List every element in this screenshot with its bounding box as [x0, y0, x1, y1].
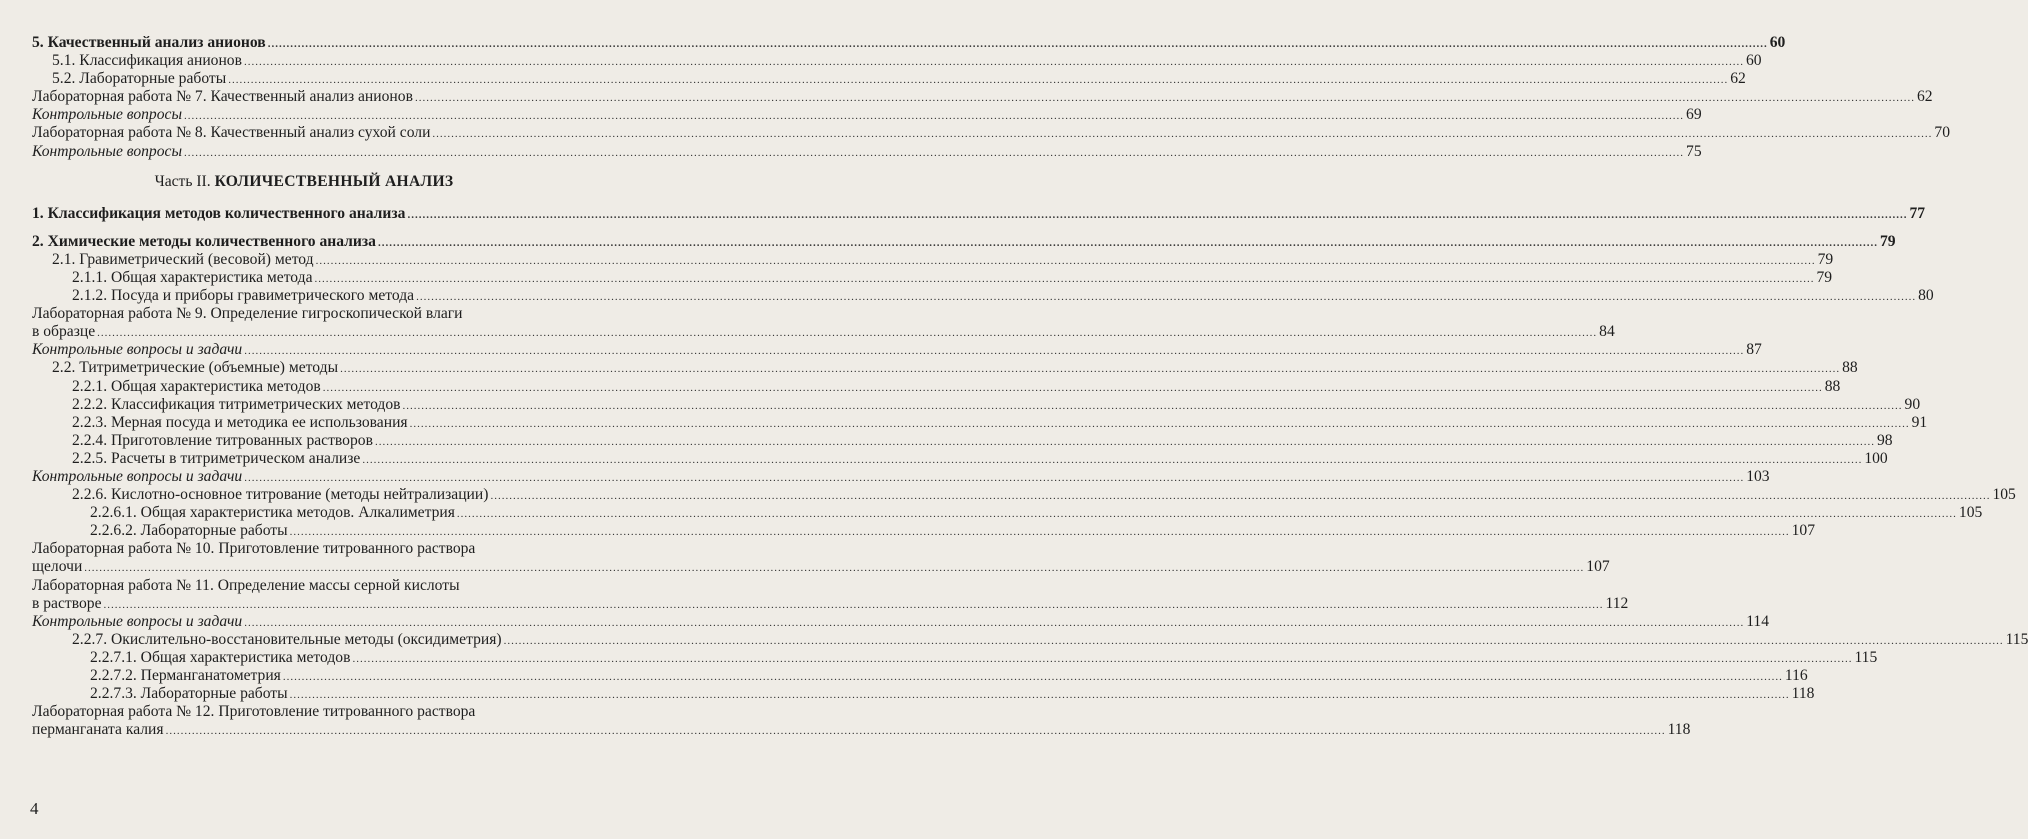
toc-entry-page: 62	[1916, 88, 1933, 106]
toc-entry-title: Контрольные вопросы и задачи	[32, 341, 243, 359]
toc-entry-title: 2.2.7. Окислительно-восстановительные методы (оксидиметрия)	[72, 630, 502, 648]
dot-leader: ................................................................................................................................................................................................................................................................................................................................................................................................................	[407, 208, 1908, 221]
toc-entry-page: 118	[1667, 721, 1691, 739]
toc-entry-page: 69	[1686, 106, 1702, 124]
dot-leader: ................................................................................................................................................................................................................................................................................................................................................................................................................	[289, 689, 1790, 702]
toc-entry-page: 118	[1791, 685, 1815, 703]
toc-entry-page: 77	[1909, 204, 1926, 222]
toc-entry-page: 79	[1817, 250, 1834, 268]
toc-entry[interactable]	[32, 486, 2016, 504]
toc-entry-title: 2.2.5. Расчеты в титриметрическом анализе	[72, 449, 361, 467]
toc-entry[interactable]	[32, 88, 1933, 106]
toc-entry-page: 116	[1784, 667, 1808, 684]
toc-entry[interactable]	[32, 52, 1762, 70]
toc-entry[interactable]	[32, 232, 1896, 251]
toc-entry-title: 5.2. Лабораторные работы	[52, 70, 227, 88]
dot-leader: ................................................................................................................................................................................................................................................................................................................................................................................................................	[103, 598, 1604, 611]
toc-entry-page: 91	[1911, 413, 1928, 431]
toc-entry-page: 80	[1918, 287, 1934, 305]
toc-entry[interactable]	[32, 667, 1808, 685]
toc-entry-title: Контрольные вопросы	[32, 106, 183, 124]
part-heading	[32, 173, 576, 191]
toc-entry-title: в растворе	[32, 594, 102, 612]
toc-entry-page: 105	[1992, 486, 2016, 504]
toc-entry-page: 88	[1824, 377, 1841, 395]
toc-entry[interactable]	[32, 359, 1858, 377]
toc-entry-page: 115	[1854, 648, 1878, 666]
toc-entry-line: Лабораторная работа № 10. Приготовление титрованного раствора	[32, 540, 476, 558]
toc-entry[interactable]	[32, 685, 1815, 703]
toc-entry-line: Лабораторная работа № 12. Приготовление титрованного раствора	[32, 703, 476, 721]
dot-leader: ................................................................................................................................................................................................................................................................................................................................................................................................................	[322, 381, 1823, 394]
part-prefix: Часть II.	[154, 172, 211, 190]
toc-entry-title: перманганата калия	[32, 721, 164, 739]
toc-entry-title: 2.2.7.3. Лабораторные работы	[90, 685, 288, 703]
dot-leader: ................................................................................................................................................................................................................................................................................................................................................................................................................	[416, 291, 1917, 304]
dot-leader: ................................................................................................................................................................................................................................................................................................................................................................................................................	[409, 417, 1910, 430]
toc-entry-title: 2. Химические методы количественного анализа	[32, 232, 376, 250]
toc-entry[interactable]	[32, 594, 1629, 613]
toc-entry-title: 2.2.2. Классификация титриметрических методов	[72, 395, 401, 413]
toc-entry-page: 112	[1605, 594, 1629, 612]
toc-entry-title: 5. Качественный анализ анионов	[32, 34, 266, 51]
toc-entry-title: 1. Классификация методов количественного анализа	[32, 204, 406, 222]
toc-entry-title: Контрольные вопросы	[32, 142, 183, 160]
toc-entry[interactable]	[32, 612, 1770, 631]
toc-entry-title: Лабораторная работа № 7. Качественный анализ анионов	[32, 88, 413, 106]
toc-entry-title: 2.2.7.2. Перманганатометрия	[90, 667, 281, 684]
dot-leader: ................................................................................................................................................................................................................................................................................................................................................................................................................	[340, 363, 1841, 376]
toc-entry-page: 60	[1745, 52, 1762, 70]
dot-leader: ................................................................................................................................................................................................................................................................................................................................................................................................................	[84, 562, 1585, 575]
toc-entry[interactable]	[32, 467, 1770, 486]
section-gap	[32, 223, 576, 233]
dot-leader: ................................................................................................................................................................................................................................................................................................................................................................................................................	[352, 652, 1853, 665]
toc-entry[interactable]	[32, 124, 1951, 142]
toc-entry[interactable]	[32, 413, 1928, 432]
toc-entry[interactable]	[32, 395, 1921, 414]
toc-entry-page: 60	[1769, 34, 1786, 51]
toc-entry-title: 2.2. Титриметрические (объемные) методы	[52, 359, 339, 377]
toc-entry-page: 84	[1599, 323, 1615, 341]
dot-leader: ................................................................................................................................................................................................................................................................................................................................................................................................................	[244, 345, 1745, 358]
dot-leader: ................................................................................................................................................................................................................................................................................................................................................................................................................	[503, 634, 2004, 647]
dot-leader: ................................................................................................................................................................................................................................................................................................................................................................................................................	[362, 453, 1863, 466]
toc-entry-title: 2.1.2. Посуда и приборы гравиметрического метода	[72, 287, 415, 305]
toc-entry-title: Лабораторная работа № 8. Качественный анализ сухой соли	[32, 124, 431, 142]
toc-entry-title: 2.2.7.1. Общая характеристика методов	[90, 648, 351, 666]
toc-entry-page: 70	[1934, 124, 1951, 142]
toc-entry-page: 79	[1879, 232, 1896, 250]
toc-section-part1	[32, 34, 1951, 161]
dot-leader: ................................................................................................................................................................................................................................................................................................................................................................................................................	[289, 526, 1790, 539]
toc-entry-page: 75	[1686, 142, 1702, 160]
toc-entry-line: Лабораторная работа № 11. Определение массы серной кислоты	[32, 576, 460, 594]
dot-leader: ................................................................................................................................................................................................................................................................................................................................................................................................................	[315, 254, 1816, 267]
toc-entry-page: 87	[1746, 341, 1762, 359]
toc-entry-page: 107	[1791, 522, 1815, 540]
dot-leader: ................................................................................................................................................................................................................................................................................................................................................................................................................	[432, 128, 1933, 141]
toc-entry[interactable]	[32, 431, 1893, 450]
toc-section-part2	[32, 232, 2028, 740]
toc-entry[interactable]	[32, 323, 1615, 341]
toc-entry-title: 2.2.6.2. Лабораторные работы	[90, 522, 288, 540]
toc-entry[interactable]	[32, 341, 1762, 359]
toc-entry[interactable]	[32, 504, 1983, 522]
toc-entry-title: 2.1.1. Общая характеристика метода	[72, 268, 313, 286]
dot-leader: ................................................................................................................................................................................................................................................................................................................................................................................................................	[244, 471, 1745, 484]
dot-leader: ................................................................................................................................................................................................................................................................................................................................................................................................................	[314, 272, 1815, 285]
toc-entry-page: 107	[1586, 558, 1610, 576]
toc-entry[interactable]	[32, 70, 1746, 88]
dot-leader: ................................................................................................................................................................................................................................................................................................................................................................................................................	[267, 38, 1768, 50]
toc-entry-title: 2.2.6.1. Общая характеристика методов. Алкалиметрия	[90, 504, 455, 522]
toc-entry-page: 105	[1958, 504, 1983, 522]
toc-entry-title: 2.2.6. Кислотно-основное титрование (методы нейтрализации)	[72, 486, 489, 504]
toc-entry-page: 103	[1746, 467, 1770, 485]
toc-entry[interactable]	[32, 648, 1878, 667]
toc-entry-title: Контрольные вопросы и задачи	[32, 612, 243, 630]
toc-entry[interactable]	[32, 106, 1702, 124]
toc-entry-title: 2.2.4. Приготовление титрованных растворов	[72, 431, 373, 449]
dot-leader: ................................................................................................................................................................................................................................................................................................................................................................................................................	[377, 236, 1878, 249]
toc-entry-page: 88	[1842, 359, 1858, 377]
toc-entry-title: в образце	[32, 323, 96, 341]
toc-entry-page: 115	[2005, 630, 2028, 648]
dot-leader: ................................................................................................................................................................................................................................................................................................................................................................................................................	[243, 56, 1744, 69]
toc-entry[interactable]	[32, 287, 1934, 305]
toc-entry-title: 2.2.3. Мерная посуда и методика ее использования	[72, 413, 408, 431]
toc-entry-page: 100	[1864, 449, 1888, 467]
dot-leader: ................................................................................................................................................................................................................................................................................................................................................................................................................	[490, 490, 1991, 503]
dot-leader: ................................................................................................................................................................................................................................................................................................................................................................................................................	[184, 146, 1685, 159]
toc-entry[interactable]	[32, 721, 1691, 739]
toc-entry[interactable]	[32, 522, 1815, 540]
toc-entry[interactable]	[32, 204, 1926, 223]
toc-entry-page: 114	[1746, 612, 1770, 630]
dot-leader: ................................................................................................................................................................................................................................................................................................................................................................................................................	[456, 508, 1957, 521]
toc-entry[interactable]	[32, 268, 1833, 287]
toc-entry-title: 2.1. Гравиметрический (весовой) метод	[52, 250, 314, 268]
dot-leader: ................................................................................................................................................................................................................................................................................................................................................................................................................	[184, 110, 1685, 123]
toc-entry-line: Лабораторная работа № 9. Определение гигроскопической влаги	[32, 305, 463, 323]
dot-leader: ................................................................................................................................................................................................................................................................................................................................................................................................................	[244, 616, 1745, 629]
toc-entry-title: 2.2.1. Общая характеристика методов	[72, 377, 321, 395]
dot-leader: ................................................................................................................................................................................................................................................................................................................................................................................................................	[414, 92, 1915, 105]
page-number: 4	[30, 799, 39, 818]
toc-entry[interactable]	[32, 449, 1888, 468]
toc-entry-page: 79	[1816, 268, 1833, 286]
dot-leader: ................................................................................................................................................................................................................................................................................................................................................................................................................	[228, 74, 1729, 87]
dot-leader: ................................................................................................................................................................................................................................................................................................................................................................................................................	[282, 671, 1783, 683]
toc-entry-title: щелочи	[32, 558, 83, 576]
toc-entry[interactable]	[32, 558, 1610, 576]
toc-entry[interactable]	[32, 630, 2028, 649]
toc-entry-page: 98	[1876, 431, 1893, 449]
toc-entry[interactable]	[32, 34, 1786, 52]
part-title: КОЛИЧЕСТВЕННЫЙ АНАЛИЗ	[214, 172, 454, 190]
toc-entry[interactable]	[32, 377, 1841, 396]
toc-entry-title: 5.1. Классификация анионов	[52, 52, 242, 70]
toc-entry-page: 62	[1730, 70, 1746, 88]
toc-entry-page: 90	[1904, 395, 1921, 413]
toc-section-part2-intro	[32, 204, 1926, 223]
dot-leader: ................................................................................................................................................................................................................................................................................................................................................................................................................	[97, 327, 1598, 340]
table-of-contents	[32, 34, 2028, 739]
dot-leader: ................................................................................................................................................................................................................................................................................................................................................................................................................	[165, 725, 1666, 738]
toc-entry-title: Контрольные вопросы и задачи	[32, 467, 243, 485]
toc-entry[interactable]	[32, 250, 1834, 269]
dot-leader: ................................................................................................................................................................................................................................................................................................................................................................................................................	[402, 399, 1903, 412]
toc-entry[interactable]	[32, 142, 1702, 161]
dot-leader: ................................................................................................................................................................................................................................................................................................................................................................................................................	[374, 435, 1875, 448]
